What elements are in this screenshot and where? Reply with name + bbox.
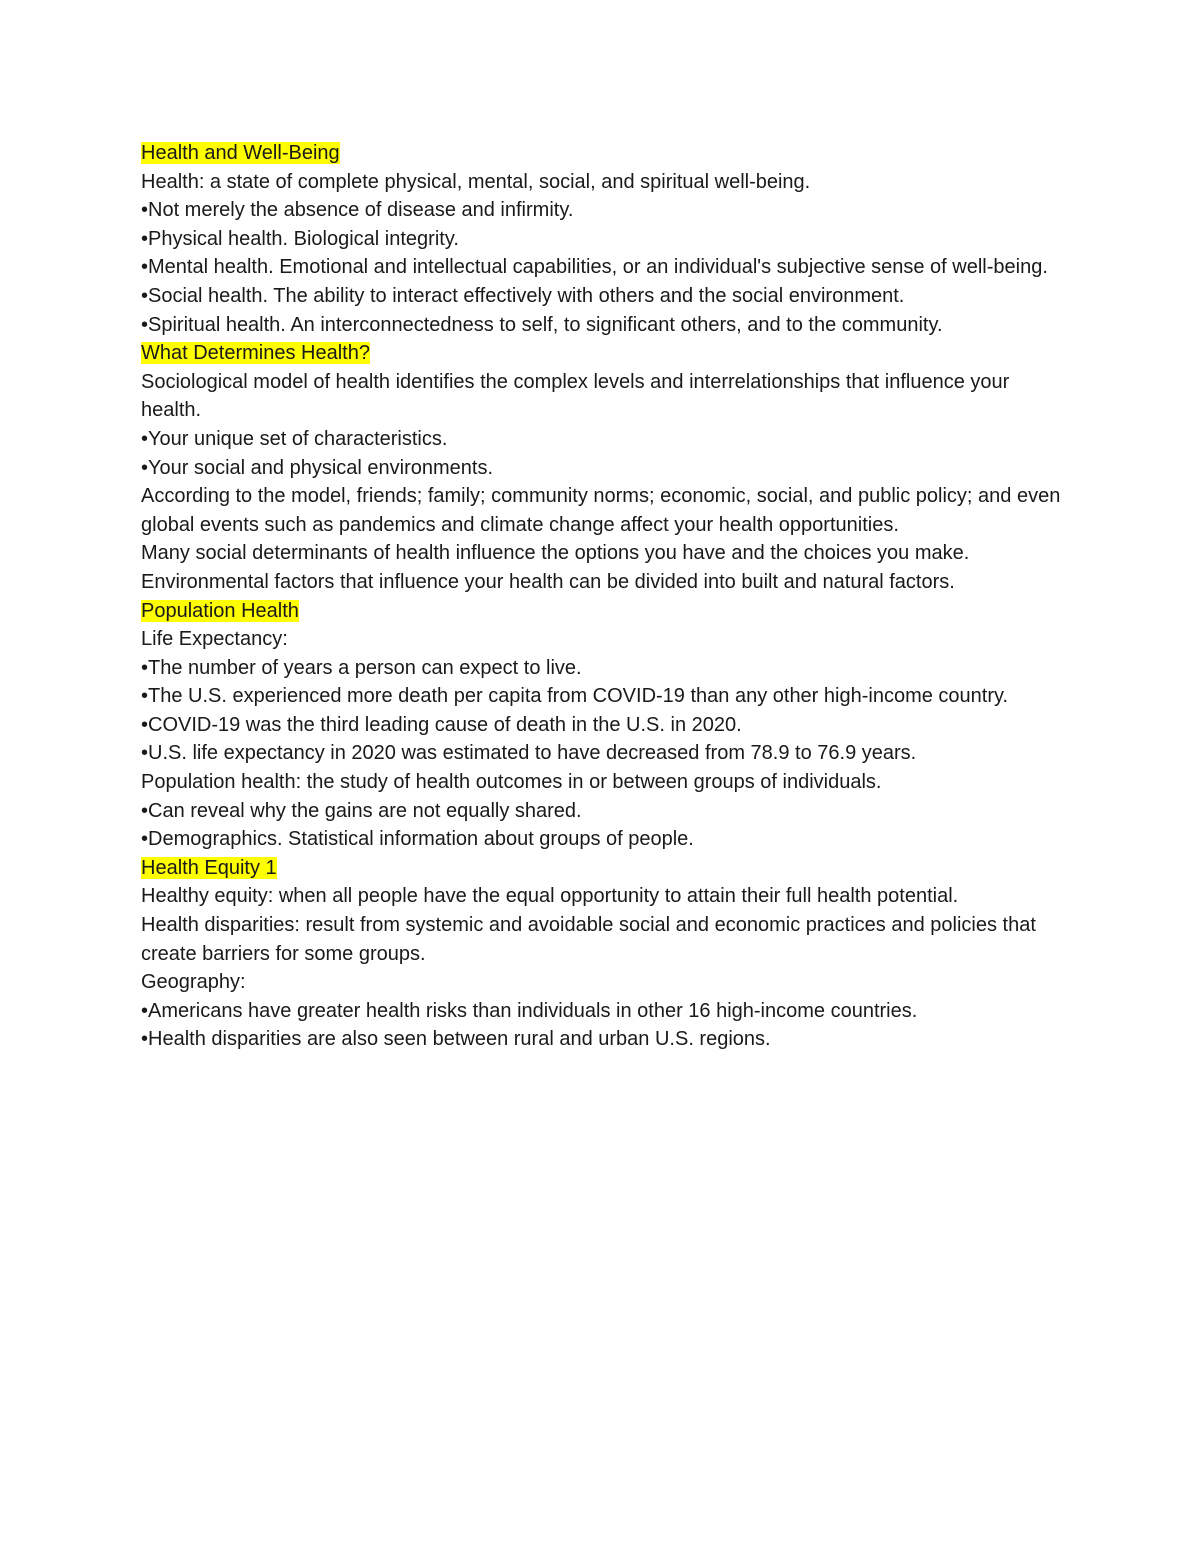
bullet-line: •U.S. life expectancy in 2020 was estimated to have decreased from 78.9 to 76.9 years. — [141, 742, 917, 765]
heading-highlight: What Determines Health? — [141, 342, 370, 365]
paragraph-line: Sociological model of health identifies the complex levels and interrelationships that influence your health. — [141, 370, 1010, 422]
paragraph-line: Healthy equity: when all people have the equal opportunity to attain their full health potential. — [141, 885, 959, 908]
bullet-line: •Spiritual health. An interconnectedness to self, to significant others, and to the community. — [141, 313, 943, 336]
paragraph-line: Population health: the study of health outcomes in or between groups of individuals. — [141, 771, 882, 794]
paragraph-line: According to the model, friends; family; community norms; economic, social, and public policy; and even global events such as pandemics and climate change affect your health opportunities. — [141, 485, 1061, 536]
bullet-line: •Not merely the absence of disease and infirmity. — [141, 199, 574, 222]
bullet-line: •Physical health. Biological integrity. — [141, 227, 459, 250]
paragraph-line: Geography: — [141, 971, 246, 994]
bullet-line: •Your unique set of characteristics. — [141, 427, 448, 450]
bullet-line: •Demographics. Statistical information about groups of people. — [141, 828, 694, 851]
paragraph-line: Life Expectancy: — [141, 628, 288, 651]
paragraph-line: Many social determinants of health influence the options you have and the choices you make. — [141, 542, 970, 565]
bullet-line: •Can reveal why the gains are not equally shared. — [141, 799, 582, 822]
bullet-line: •COVID-19 was the third leading cause of death in the U.S. in 2020. — [141, 713, 742, 736]
section-heading — [141, 139, 1071, 168]
bullet-line: •Americans have greater health risks than individuals in other 16 high-income countries. — [141, 999, 918, 1022]
section-heading — [141, 339, 1071, 368]
document-page — [141, 139, 1071, 1054]
section-heading — [141, 597, 1071, 626]
bullet-line: •The number of years a person can expect to live. — [141, 656, 582, 679]
bullet-line: •Your social and physical environments. — [141, 456, 494, 479]
section-heading — [141, 854, 1071, 883]
heading-highlight: Health Equity 1 — [141, 856, 277, 879]
bullet-line: •The U.S. experienced more death per capita from COVID-19 than any other high-income country. — [141, 685, 1009, 708]
paragraph-line: Environmental factors that influence your health can be divided into built and natural factors. — [141, 570, 955, 593]
heading-highlight: Health and Well-Being — [141, 142, 340, 164]
bullet-line: •Health disparities are also seen between rural and urban U.S. regions. — [141, 1028, 771, 1051]
heading-highlight: Population Health — [141, 599, 299, 622]
paragraph-line: Health disparities: result from systemic and avoidable social and economic practices and policies that create barriers for some groups. — [141, 914, 1036, 965]
bullet-line: •Mental health. Emotional and intellectual capabilities, or an individual's subjective sense of well-being. — [141, 256, 1048, 279]
bullet-line: •Social health. The ability to interact effectively with others and the social environment. — [141, 284, 905, 307]
paragraph-line: Health: a state of complete physical, mental, social, and spiritual well-being. — [141, 170, 811, 193]
